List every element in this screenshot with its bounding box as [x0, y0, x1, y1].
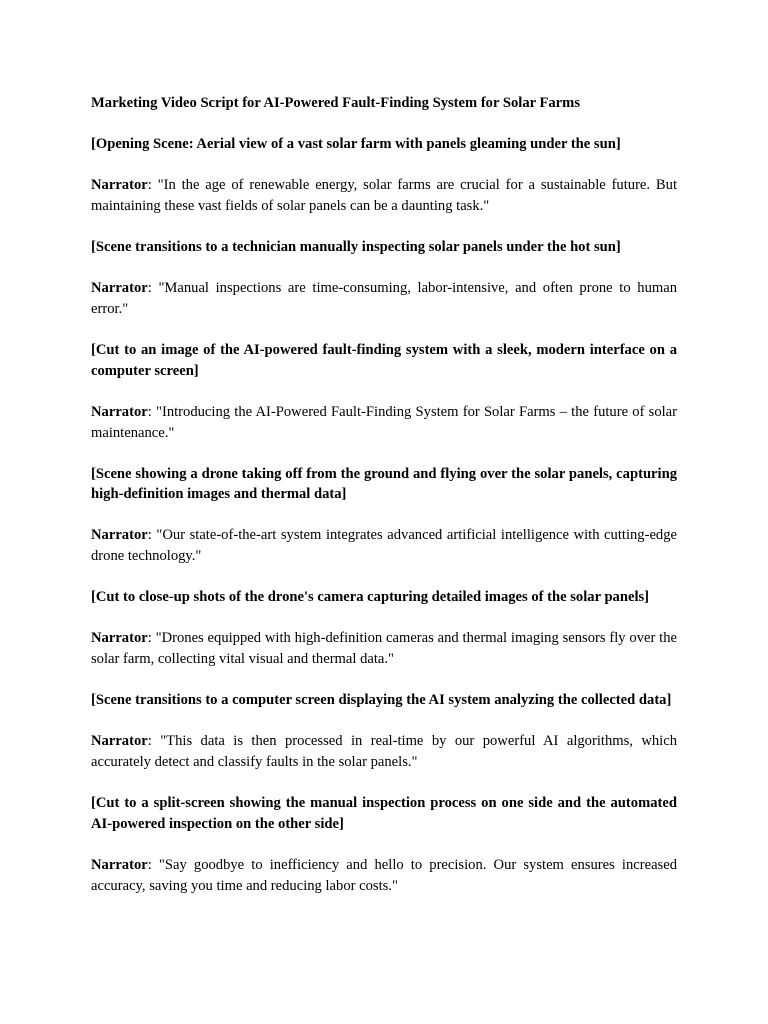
scene-direction: [Cut to close-up shots of the drone's camera capturing detailed images of the solar panels]: [91, 589, 650, 606]
narrator-label: Narrator: [91, 177, 148, 194]
narration-text: "Say goodbye to inefficiency and hello to precision. Our system ensures increased accuracy, saving you time and reducing labor costs.": [91, 856, 678, 894]
scene-direction: [Scene transitions to a technician manually inspecting solar panels under the hot sun]: [91, 239, 621, 256]
narration-text: "In the age of renewable energy, solar farms are crucial for a sustainable future. But maintaining these vast fields of solar panels can be a daunting task.": [91, 177, 677, 214]
narrator-label: Narrator: [91, 403, 148, 420]
speaker-separator: :: [147, 403, 157, 420]
speaker-separator: :: [147, 856, 159, 873]
narration-paragraph: [91, 525, 677, 566]
narrator-label: Narrator: [91, 733, 148, 750]
narrator-label: Narrator: [91, 527, 148, 544]
narration-paragraph: [91, 402, 677, 443]
scene-direction: [Opening Scene: Aerial view of a vast solar farm with panels gleaming under the sun]: [91, 136, 621, 153]
narration-paragraph: [91, 175, 677, 216]
document-page: [91, 93, 677, 917]
narration-text: "Introducing the AI-Powered Fault-Finding System for Solar Farms – the future of solar maintenance.": [91, 403, 678, 441]
narration-paragraph: [91, 278, 677, 319]
scene-direction: [Cut to an image of the AI-powered fault-finding system with a sleek, modern interface on a computer screen]: [91, 342, 677, 379]
narration-text: "Drones equipped with high-definition cameras and thermal imaging sensors fly over the solar farm, collecting vital visual and thermal data.": [91, 630, 677, 668]
speaker-separator: :: [147, 280, 159, 297]
speaker-separator: :: [147, 630, 156, 647]
speaker-separator: :: [147, 177, 158, 194]
narration-paragraph: [91, 731, 677, 772]
narration-paragraph: [91, 628, 677, 669]
speaker-separator: :: [147, 527, 157, 544]
scene-direction: [Scene showing a drone taking off from the ground and flying over the solar panels, capturing high-definition images and thermal data]: [91, 465, 677, 503]
narrator-label: Narrator: [91, 630, 148, 647]
narration-paragraph: [91, 855, 677, 896]
document-title: Marketing Video Script for AI-Powered Fault-Finding System for Solar Farms: [91, 95, 580, 111]
narrator-label: Narrator: [91, 856, 148, 873]
speaker-separator: :: [147, 733, 161, 750]
narrator-label: Narrator: [91, 280, 148, 297]
scene-direction: [Cut to a split-screen showing the manual inspection process on one side and the automated AI-powered inspection on the other side]: [91, 795, 677, 832]
scene-direction: [Scene transitions to a computer screen displaying the AI system analyzing the collected data]: [91, 692, 672, 709]
narration-text: "This data is then processed in real-time by our powerful AI algorithms, which accurately detect and classify faults in the solar panels.": [91, 733, 678, 770]
narration-text: "Our state-of-the-art system integrates advanced artificial intelligence with cutting-edge drone technology.": [91, 527, 677, 565]
narration-text: "Manual inspections are time-consuming, labor-intensive, and often prone to human error.": [91, 280, 678, 317]
